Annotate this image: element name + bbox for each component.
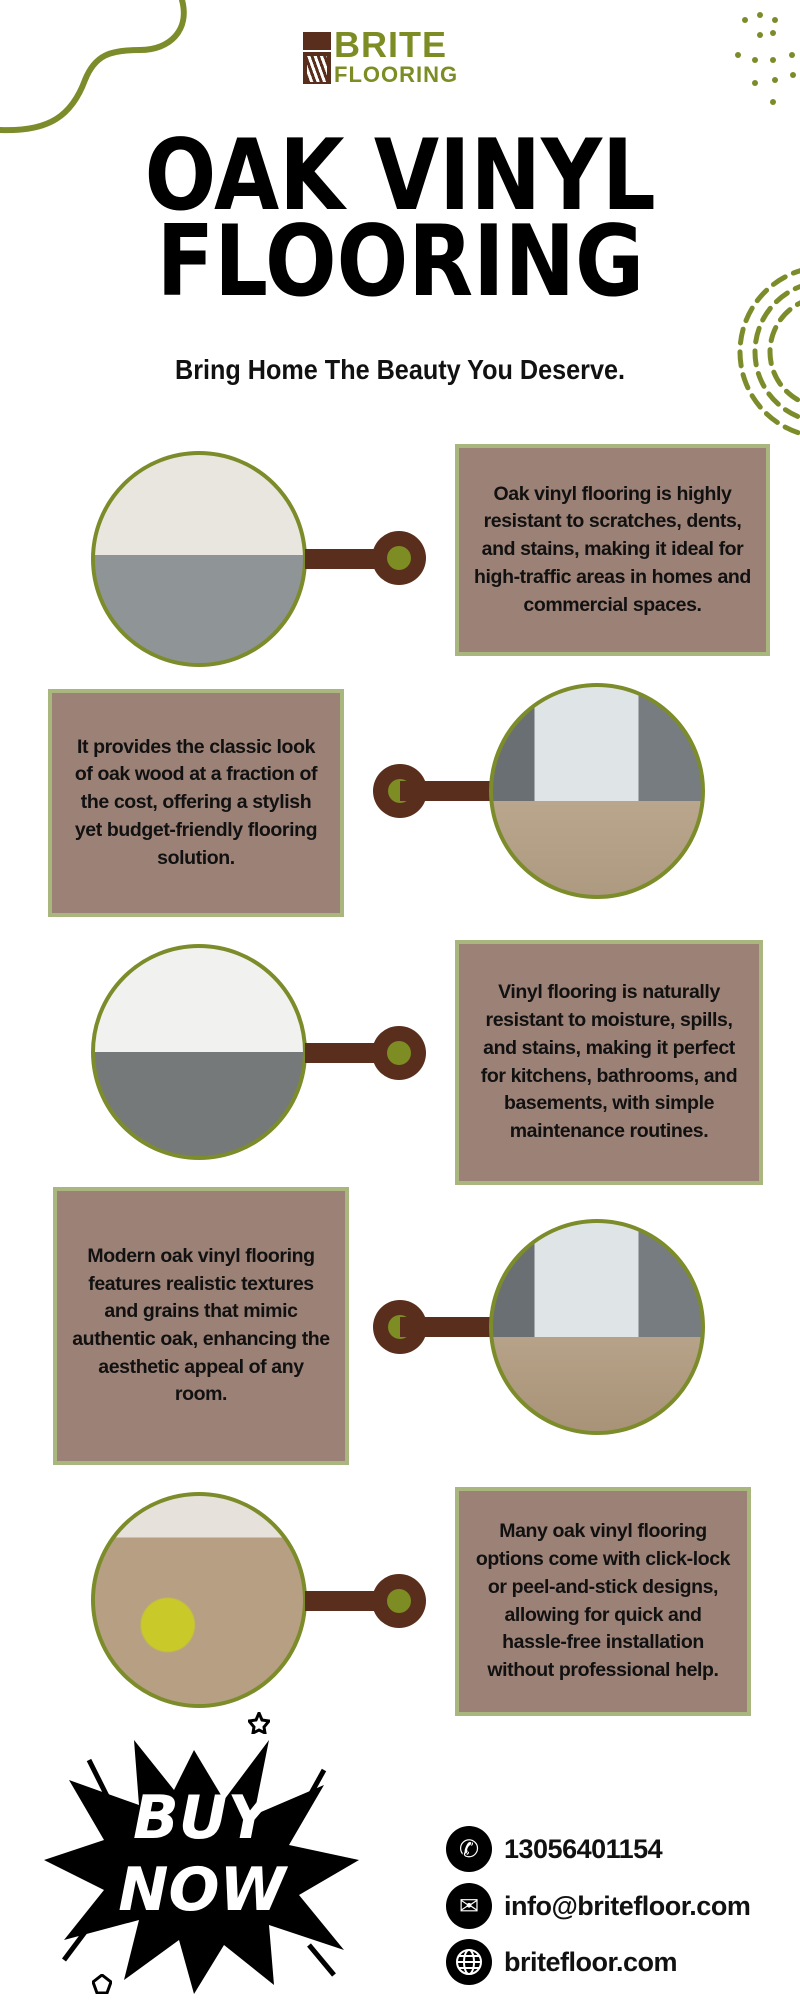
phone-contact[interactable] <box>446 1826 662 1872</box>
phone-number[interactable]: 13056401154 <box>504 1833 663 1864</box>
brand-subname: FLOORING <box>334 62 459 87</box>
feature-box-4: Modern oak vinyl flooring features realistic textures and grains that mimic authentic oak, enhancing the aesthetic appeal of any room. <box>53 1187 349 1465</box>
office-room-photo <box>489 1219 705 1435</box>
floorboard-logo-icon <box>303 32 331 84</box>
connector-node <box>372 1026 426 1080</box>
feature-box-3: Vinyl flooring is naturally resistant to moisture, spills, and stains, making it perfect for kitchens, bathrooms, and basements, with simple maintenance routines. <box>455 940 763 1185</box>
star-icon <box>92 1974 112 1994</box>
subtitle: Bring Home The Beauty You Deserve. <box>175 354 625 385</box>
feature-box-1: Oak vinyl flooring is highly resistant to scratches, dents, and stains, making it ideal for high-traffic areas in homes and commercial spaces. <box>455 444 770 656</box>
buy-now-badge[interactable] <box>44 1730 360 1994</box>
connector-line <box>400 781 495 801</box>
phone-icon: ✆ <box>446 1826 492 1872</box>
globe-icon <box>446 1939 492 1985</box>
connector-node <box>372 1574 426 1628</box>
brand-name: BRITE <box>334 24 447 65</box>
connector-node <box>372 531 426 585</box>
page-title-line2: FLOORING <box>156 205 644 319</box>
kids-playing-photo <box>91 1492 307 1708</box>
feature-box-2: It provides the classic look of oak wood at a fraction of the cost, offering a stylish yet budget-friendly flooring solution. <box>48 689 344 917</box>
connector-line <box>400 1317 495 1337</box>
email-contact[interactable] <box>446 1883 750 1929</box>
feature-box-5: Many oak vinyl flooring options come with click-lock or peel-and-stick designs, allowing for quick and hassle-free installation without professional help. <box>455 1487 751 1716</box>
dots-decoration <box>725 5 800 115</box>
living-room-photo <box>91 451 307 667</box>
white-lounge-photo <box>91 944 307 1160</box>
brand-logo <box>300 24 516 120</box>
star-icon <box>248 1712 270 1734</box>
email-address[interactable]: info@britefloor.com <box>504 1890 751 1921</box>
buy-now-label-line1: BUY <box>133 1783 271 1853</box>
mail-icon: ✉ <box>446 1883 492 1929</box>
office-room-photo <box>489 683 705 899</box>
buy-now-label-line2: NOW <box>118 1855 286 1925</box>
website-link[interactable]: britefloor.com <box>504 1946 678 1977</box>
page-title-line1: OAK VINYL <box>144 119 656 233</box>
website-contact[interactable] <box>446 1939 677 1985</box>
